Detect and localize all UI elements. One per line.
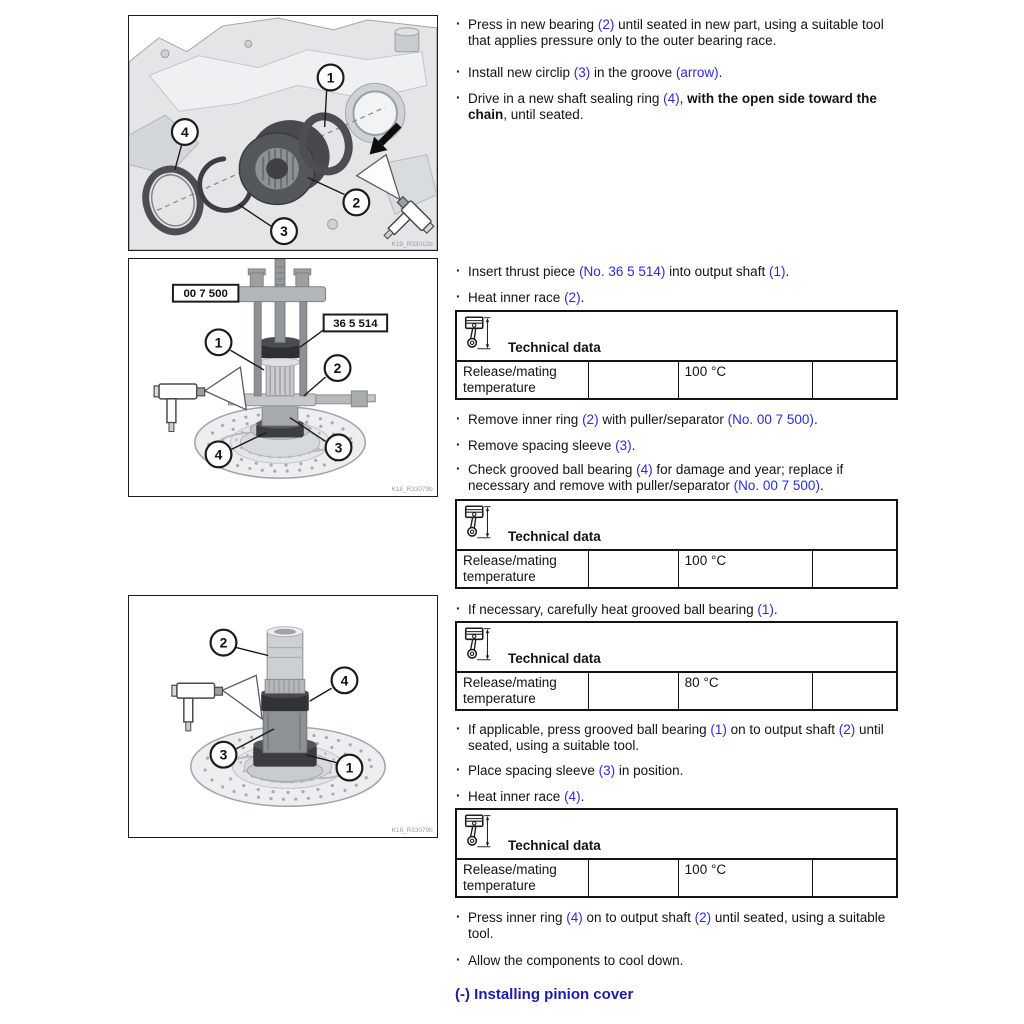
reference-link[interactable]: (3) bbox=[573, 65, 591, 80]
body-text: . bbox=[785, 264, 790, 279]
figure-output-shaft-assembly bbox=[128, 595, 438, 838]
reference-link[interactable]: (2) bbox=[564, 290, 581, 305]
technical-data-header bbox=[457, 312, 896, 362]
figure-bearing-installation bbox=[128, 15, 438, 251]
svg-text:1: 1 bbox=[345, 759, 354, 776]
puller-separator-illustration bbox=[129, 259, 437, 496]
table-cell: 80 °C bbox=[679, 673, 813, 709]
body-text: on to output shaft bbox=[726, 722, 839, 737]
svg-text:3: 3 bbox=[280, 223, 288, 240]
puller-tie-rod bbox=[300, 302, 307, 396]
reference-link[interactable]: (arrow) bbox=[675, 65, 719, 80]
reference-link[interactable]: (4) bbox=[566, 910, 583, 925]
callout-4[interactable] bbox=[310, 667, 358, 701]
bearing-installation-illustration bbox=[129, 16, 437, 250]
bearing-bore bbox=[353, 91, 397, 135]
table-cell bbox=[813, 362, 896, 398]
technical-data-row bbox=[457, 551, 896, 587]
puller-tie-rod bbox=[254, 302, 261, 396]
body-text: Check grooved ball bearing bbox=[468, 462, 637, 477]
tool-label-00-7-500 bbox=[173, 285, 238, 302]
piston-dimension-icon bbox=[464, 813, 493, 849]
instruction-bullet bbox=[455, 91, 898, 123]
figure-id-caption: K18_R33079b bbox=[391, 486, 433, 494]
bullet-dot: · bbox=[456, 762, 461, 777]
bullet-dot: · bbox=[456, 90, 461, 105]
svg-text:3: 3 bbox=[334, 439, 343, 456]
reference-link[interactable]: (4) bbox=[564, 789, 581, 804]
instruction-bullet bbox=[455, 602, 898, 618]
hex-fitting bbox=[351, 391, 367, 407]
bullet-dot: · bbox=[456, 461, 461, 476]
body-text: in the groove bbox=[590, 65, 676, 80]
body-text: . bbox=[580, 789, 585, 804]
technical-data-header bbox=[457, 501, 896, 551]
body-text: , until seated. bbox=[503, 107, 584, 122]
technical-data-row bbox=[457, 860, 896, 896]
bullet-dot: · bbox=[456, 788, 461, 803]
instruction-bullet bbox=[455, 17, 898, 49]
body-text: Install new circlip bbox=[468, 65, 574, 80]
reference-link[interactable]: (2) bbox=[597, 17, 615, 32]
table-cell: Release/mating temperature bbox=[457, 551, 589, 587]
reference-link[interactable]: (3) bbox=[598, 763, 616, 778]
bullet-dot: · bbox=[456, 909, 461, 924]
svg-text:1: 1 bbox=[326, 69, 335, 86]
section-heading-installing-pinion-cover[interactable]: (-) Installing pinion cover bbox=[455, 986, 634, 1003]
reference-link[interactable]: (3) bbox=[615, 438, 632, 453]
reference-link[interactable]: (2) bbox=[838, 722, 856, 737]
reference-link[interactable]: (No. 00 7 500) bbox=[727, 412, 814, 427]
figure-puller-separator bbox=[128, 258, 438, 497]
technical-data-title: Technical data bbox=[508, 529, 601, 544]
fitting-nipple bbox=[367, 395, 375, 402]
body-text: Press inner ring bbox=[468, 910, 567, 925]
instruction-bullet bbox=[455, 65, 898, 81]
instruction-bullet bbox=[455, 438, 898, 454]
svg-text:4: 4 bbox=[180, 123, 189, 140]
bullet-dot: · bbox=[456, 289, 461, 304]
body-text: in position. bbox=[615, 763, 684, 778]
table-cell: 100 °C bbox=[679, 860, 813, 896]
svg-text:2: 2 bbox=[352, 194, 361, 211]
piston-dimension-icon bbox=[464, 504, 493, 540]
body-text: . bbox=[773, 602, 778, 617]
body-text: Remove spacing sleeve bbox=[468, 438, 616, 453]
reference-link[interactable]: (No. 36 5 514) bbox=[579, 264, 666, 279]
piston-dimension-icon bbox=[464, 315, 493, 351]
svg-text:00 7 500: 00 7 500 bbox=[183, 288, 228, 301]
body-text: Remove inner ring bbox=[468, 412, 583, 427]
bolt-hole bbox=[161, 50, 169, 58]
body-text: , bbox=[679, 91, 688, 106]
body-text: for damage and year; replace if necessary and remove with puller/separator bbox=[468, 462, 844, 493]
instruction-bullet bbox=[455, 910, 898, 942]
technical-data-table bbox=[455, 310, 898, 400]
output-shaft-illustration bbox=[129, 596, 437, 837]
output-shaft-top bbox=[267, 632, 303, 680]
reference-link[interactable]: (No. 00 7 500) bbox=[733, 478, 820, 493]
reference-link[interactable]: (1) bbox=[757, 602, 774, 617]
instruction-bullet bbox=[455, 462, 898, 494]
callout-2[interactable] bbox=[211, 630, 269, 656]
table-cell: 100 °C bbox=[679, 362, 813, 398]
table-cell bbox=[589, 551, 679, 587]
bullet-dot: · bbox=[456, 437, 461, 452]
table-cell bbox=[589, 362, 679, 398]
table-cell: Release/mating temperature bbox=[457, 362, 589, 398]
bullet-dot: · bbox=[456, 16, 461, 31]
table-cell: 100 °C bbox=[679, 551, 813, 587]
instruction-column bbox=[455, 10, 898, 1003]
body-text: Press in new bearing bbox=[468, 17, 598, 32]
reference-link[interactable]: (4) bbox=[663, 91, 680, 106]
instruction-bullet bbox=[455, 789, 898, 805]
body-text: . bbox=[631, 438, 636, 453]
spacing-sleeve bbox=[262, 404, 298, 426]
body-text: until seated, using a suitable tool. bbox=[468, 722, 884, 753]
body-text: until seated in new part, using a suitable tool that applies pressure only to the outer bearing race. bbox=[468, 17, 884, 48]
table-cell bbox=[813, 551, 896, 587]
puller-crossbar bbox=[234, 287, 325, 302]
body-text: Drive in a new shaft sealing ring bbox=[468, 91, 664, 106]
reference-link[interactable]: (2) bbox=[582, 412, 599, 427]
body-text: until seated, using a suitable tool. bbox=[468, 910, 886, 941]
figure-id-caption: K18_R33079b bbox=[391, 827, 433, 835]
body-text: . bbox=[580, 290, 585, 305]
body-text: on to output shaft bbox=[582, 910, 695, 925]
bolt-hole bbox=[328, 219, 338, 229]
table-cell bbox=[589, 860, 679, 896]
reference-link[interactable]: (4) bbox=[636, 462, 653, 477]
instruction-bullet bbox=[455, 412, 898, 428]
reference-link[interactable]: (2) bbox=[694, 910, 712, 925]
body-text: Place spacing sleeve bbox=[468, 763, 599, 778]
technical-data-row bbox=[457, 362, 896, 398]
technical-data-title: Technical data bbox=[508, 651, 601, 666]
table-cell: Release/mating temperature bbox=[457, 673, 589, 709]
technical-data-title: Technical data bbox=[508, 340, 601, 355]
table-cell bbox=[589, 673, 679, 709]
svg-text:1: 1 bbox=[214, 334, 223, 351]
reference-link[interactable]: (1) bbox=[768, 264, 786, 279]
bullet-dot: · bbox=[456, 411, 461, 426]
body-text: with puller/separator bbox=[598, 412, 728, 427]
figure-id-caption: K19_R33012b bbox=[391, 241, 433, 249]
flange-arm-right bbox=[316, 395, 352, 404]
race-top-rim bbox=[260, 358, 300, 367]
bullet-dot: · bbox=[456, 952, 461, 967]
svg-text:3: 3 bbox=[219, 746, 228, 763]
technical-data-table bbox=[455, 499, 898, 589]
bullet-dot: · bbox=[456, 64, 461, 79]
technical-data-title: Technical data bbox=[508, 838, 601, 853]
body-text: Allow the components to cool down. bbox=[468, 953, 684, 968]
shaft-top-bore bbox=[274, 629, 296, 635]
table-cell bbox=[813, 673, 896, 709]
body-text: . bbox=[819, 478, 824, 493]
technical-data-row bbox=[457, 673, 896, 709]
svg-text:4: 4 bbox=[340, 672, 349, 689]
technical-data-header bbox=[457, 810, 896, 860]
emphasis-text: with the open side toward the chain bbox=[468, 91, 877, 122]
piston-dimension-icon bbox=[464, 626, 493, 662]
bullet-dot: · bbox=[456, 721, 461, 736]
bolt-hole bbox=[245, 40, 252, 47]
body-text: Heat inner race bbox=[468, 789, 565, 804]
housing-boss-top bbox=[395, 28, 419, 36]
heat-gun-icon bbox=[172, 675, 262, 731]
technical-data-table bbox=[455, 808, 898, 898]
bullet-dot: · bbox=[456, 263, 461, 278]
body-text: into output shaft bbox=[665, 264, 769, 279]
instruction-bullet bbox=[455, 264, 898, 280]
svg-text:36 5 514: 36 5 514 bbox=[333, 317, 378, 330]
table-cell bbox=[813, 860, 896, 896]
instruction-bullet bbox=[455, 290, 898, 306]
instruction-bullet bbox=[455, 953, 898, 969]
body-text: If necessary, carefully heat grooved ball bearing bbox=[468, 602, 758, 617]
callout-2[interactable] bbox=[304, 355, 351, 396]
svg-text:2: 2 bbox=[333, 360, 342, 377]
body-text: . bbox=[718, 65, 723, 80]
body-text: . bbox=[813, 412, 818, 427]
svg-text:4: 4 bbox=[214, 446, 223, 463]
instruction-bullet bbox=[455, 722, 898, 754]
body-text: Heat inner race bbox=[468, 290, 565, 305]
reference-link[interactable]: (1) bbox=[710, 722, 727, 737]
bullet-dot: · bbox=[456, 601, 461, 616]
table-cell: Release/mating temperature bbox=[457, 860, 589, 896]
instruction-bullet bbox=[455, 763, 898, 779]
svg-text:2: 2 bbox=[219, 634, 228, 651]
technical-data-table bbox=[455, 621, 898, 711]
technical-data-header bbox=[457, 623, 896, 673]
body-text: Insert thrust piece bbox=[468, 264, 580, 279]
tool-label-36-5-514 bbox=[300, 315, 387, 348]
body-text: If applicable, press grooved ball bearing bbox=[468, 722, 711, 737]
